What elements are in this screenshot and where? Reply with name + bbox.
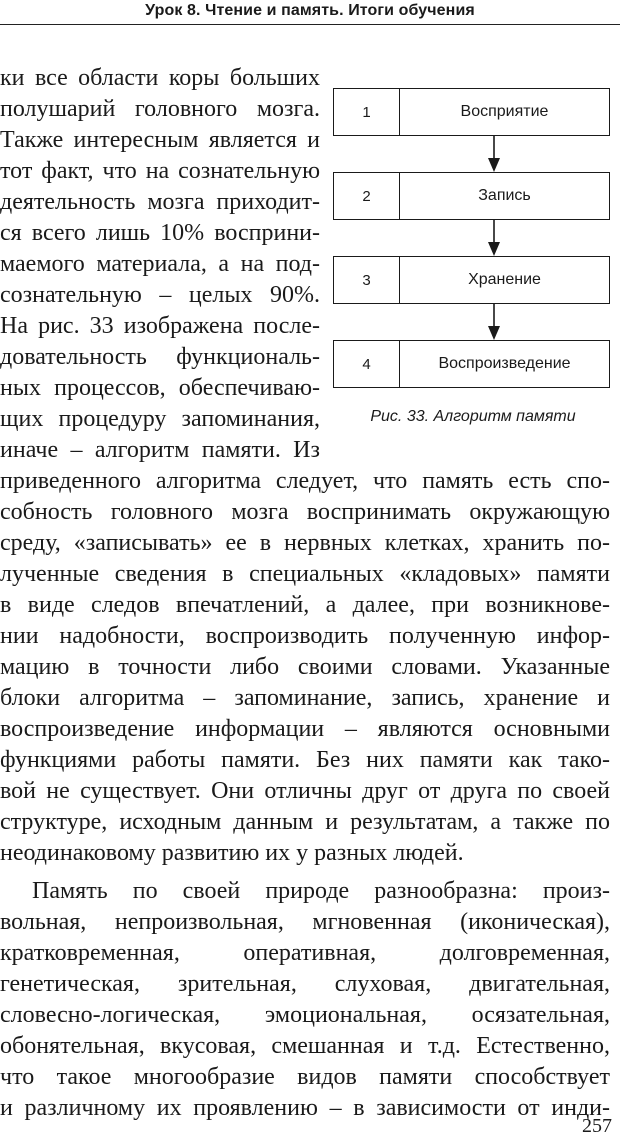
text-line: собность головного мозга воспринимать окружающую xyxy=(0,499,610,525)
text-line: обонятельная, вкусовая, смешанная и т.д. Естественно, xyxy=(0,1033,610,1059)
text-line: иначе – алгоритм памяти. Из xyxy=(0,437,320,463)
diagram-block-recording xyxy=(333,172,610,220)
text-line: маемого материала, а на под- xyxy=(0,251,320,277)
memory-algorithm-diagram xyxy=(333,88,613,393)
text-line: среду, «записывать» ее в нервных клетках, хранить по- xyxy=(0,530,610,556)
diagram-block-reproduction xyxy=(333,340,610,388)
block-number: 3 xyxy=(334,257,400,303)
diagram-block-storage xyxy=(333,256,610,304)
text-line: полушарий головного мозга. xyxy=(0,96,320,122)
text-line: Также интересным является и xyxy=(0,127,320,153)
block-label: Восприятие xyxy=(460,103,549,120)
block-number: 2 xyxy=(334,173,400,219)
text-line: структуре, исходным данным и результатам, а также по xyxy=(0,809,610,835)
text-line: Память по своей природе разнообразна: произ- xyxy=(32,878,610,904)
running-header xyxy=(0,0,620,22)
text-line: На рис. 33 изображена после- xyxy=(0,313,320,339)
running-header-title: Урок 8. Чтение и память. Итоги обучения xyxy=(145,2,475,19)
text-line: вольная, непроизвольная, мгновенная (иконическая), xyxy=(0,909,610,935)
text-line: деятельность мозга приходит- xyxy=(0,189,320,215)
text-line: сознательную – целых 90%. xyxy=(0,282,320,308)
page-number: 257 xyxy=(582,1115,612,1137)
arrow-down-icon xyxy=(488,304,500,340)
arrow-down-icon xyxy=(488,136,500,172)
text-line: функциями работы памяти. Без них памяти как тако- xyxy=(0,747,610,773)
text-line: ки все области коры больших xyxy=(0,65,320,91)
text-line: приведенного алгоритма следует, что память есть спо- xyxy=(0,468,610,494)
text-line: вой не существует. Они отличны друг от друга по своей xyxy=(0,778,610,804)
text-line: мацию в точности либо своими словами. Указанные xyxy=(0,654,610,680)
text-line: ся всего лишь 10% восприни- xyxy=(0,220,320,246)
text-line: щих процедуру запоминания, xyxy=(0,406,320,432)
text-line: кратковременная, оперативная, долговременная, xyxy=(0,940,610,966)
text-line: блоки алгоритма – запоминание, запись, хранение и xyxy=(0,685,610,711)
text-line: довательность функциональ- xyxy=(0,344,320,370)
text-line: воспроизведение информации – являются основными xyxy=(0,716,610,742)
block-number: 1 xyxy=(334,89,400,135)
block-number: 4 xyxy=(334,341,400,387)
block-label: Хранение xyxy=(468,271,541,288)
text-line: что такое многообразие видов памяти способствует xyxy=(0,1064,610,1090)
block-label: Воспроизведение xyxy=(438,355,571,372)
text-line: ных процессов, обеспечиваю- xyxy=(0,375,320,401)
text-line: неодинаковому развитию их у разных людей. xyxy=(0,840,464,866)
header-rule xyxy=(0,24,620,25)
text-line: словесно-логическая, эмоциональная, осязательная, xyxy=(0,1002,610,1028)
text-line: тот факт, что на сознательную xyxy=(0,158,320,184)
arrow-down-icon xyxy=(488,220,500,256)
text-line: нии надобности, воспроизводить полученную инфор- xyxy=(0,623,610,649)
block-label: Запись xyxy=(478,187,531,204)
diagram-block-perception xyxy=(333,88,610,136)
text-line: генетическая, зрительная, слуховая, двигательная, xyxy=(0,971,610,997)
text-line: в виде следов впечатлений, а далее, при возникнове- xyxy=(0,592,610,618)
figure-caption: Рис. 33. Алгоритм памяти xyxy=(370,408,576,425)
text-line: лученные сведения в специальных «кладовых» памяти xyxy=(0,561,610,587)
text-line: и различному их проявлению – в зависимости от инди- xyxy=(0,1095,610,1121)
